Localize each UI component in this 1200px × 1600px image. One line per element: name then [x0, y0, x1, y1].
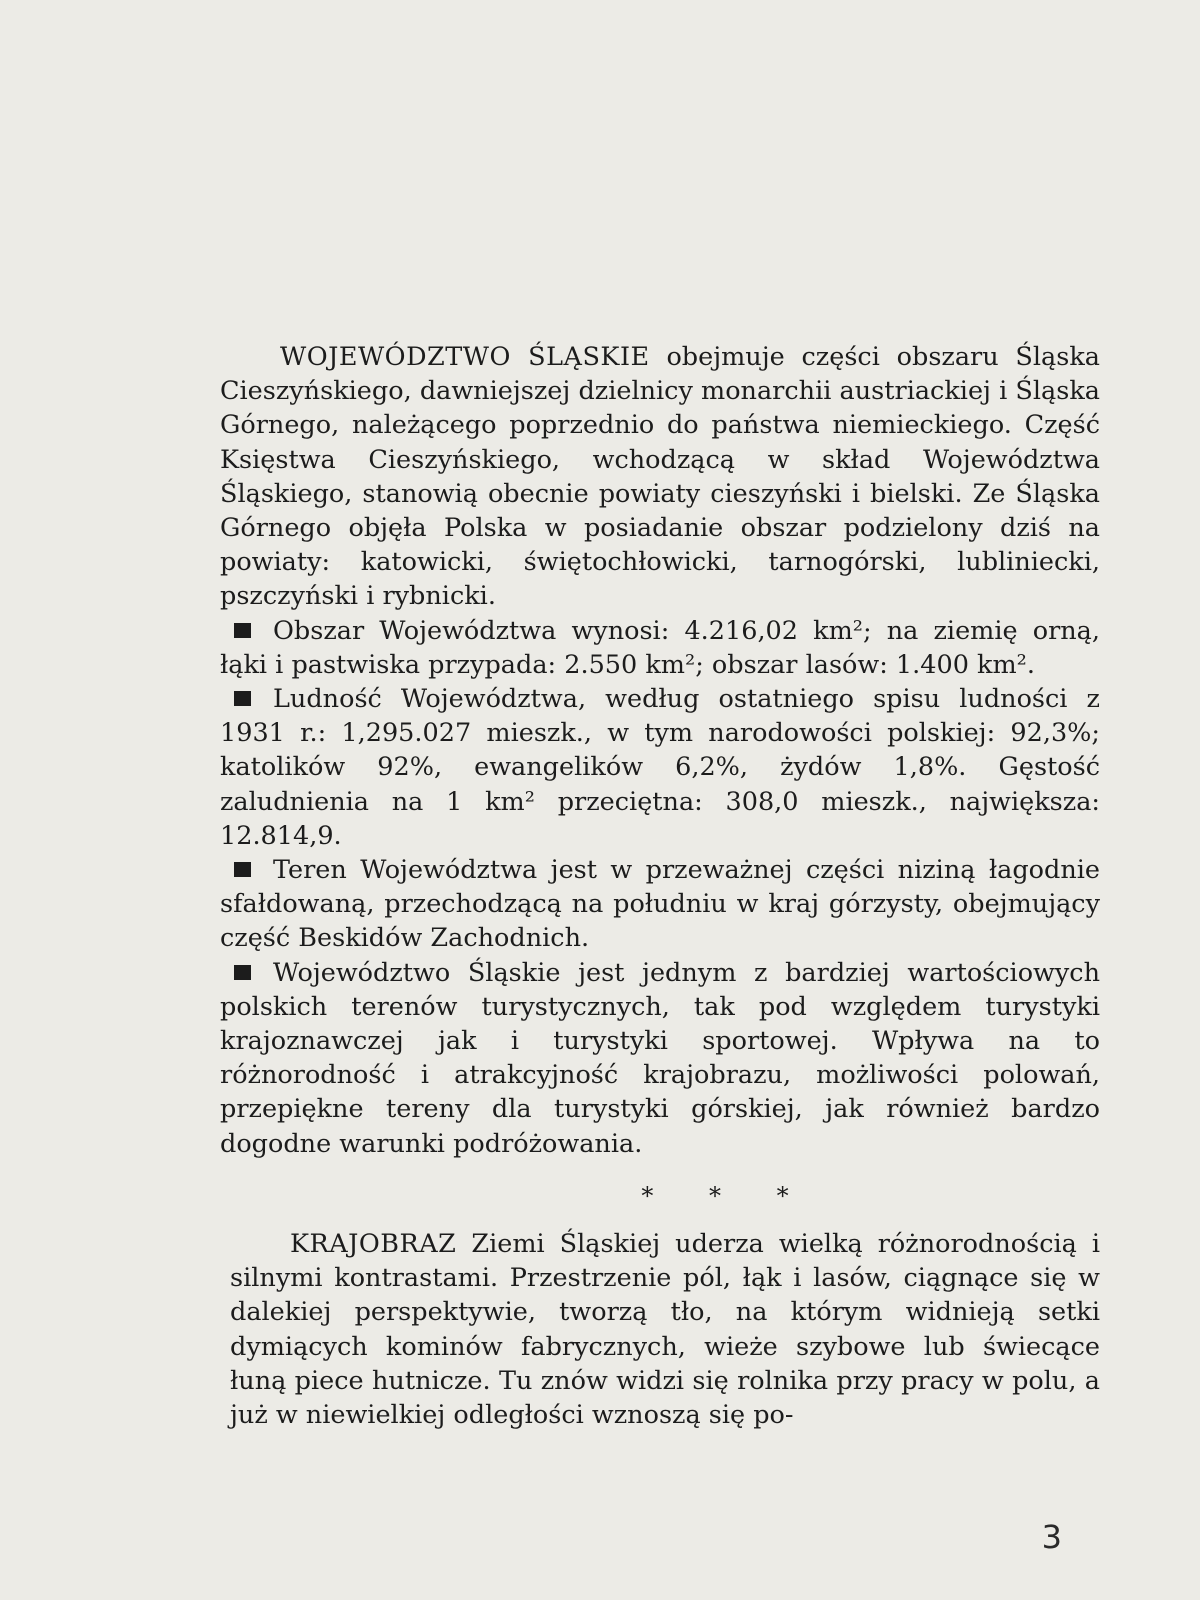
landscape-text: Ziemi Śląskiej uderza wielką różnorodnością i silnymi kontrastami. Przestrzenie pól, łąk i lasów, ciągnące się w dalekiej perspektywie, tworzą tło, na którym widnieją setki dymiących kominów fabrycznych, wieże szybowe lub świecące łuną piece hutnicze. Tu znów widzi się rolnika przy pracy w polu, a już w niewielkiej odległości wznoszą się po-: [230, 1229, 1100, 1431]
intro-lead: WOJEWÓDZTWO ŚLĄSKIE: [280, 342, 650, 372]
paragraph-landscape: [230, 1227, 1100, 1432]
intro-text: obejmuje części obszaru Śląska Cieszyńskiego, dawniejszej dzielnicy monarchii austriackiej i Śląska Górnego, należącego poprzednio do państwa niemieckiego. Część Księstwa Cieszyńskiego, wchodzącą w skład Województwa Śląskiego, stanowią obecnie powiaty cieszyński i bielski. Ze Śląska Górnego objęła Polska w posiadanie obszar podzielony dziś na powiaty: katowicki, świętochłowicki, tarnogórski, lubliniecki, pszczyński i rybnicki.: [220, 342, 1101, 612]
bullet-paragraph-population: [220, 682, 1100, 853]
bullet-text: Ludność Województwa, według ostatniego spisu ludności z 1931 r.: 1,295.027 mieszk., w tym narodowości polskiej: 92,3%; katolików 92%, ewangelików 6,2%, żydów 1,8%. Gęstość zaludnienia na 1 km² przeciętna: 308,0 mieszk., największa: 12.814,9.: [220, 684, 1100, 851]
page-number: 3: [1041, 1518, 1062, 1556]
paragraph-intro: [220, 340, 1100, 614]
separator-stars: * * *: [641, 1181, 789, 1210]
landscape-lead: KRAJOBRAZ: [290, 1229, 457, 1260]
square-bullet-icon: [234, 691, 251, 706]
text-block: [220, 340, 1100, 1432]
bullet-paragraph-terrain: [220, 853, 1100, 956]
bullet-text: Teren Województwa jest w przeważnej części niziną łagodnie sfałdowaną, przechodzącą na południu w kraj górzysty, obejmujący część Beskidów Zachodnich.: [220, 855, 1100, 954]
bullet-paragraph-area: [220, 614, 1100, 682]
square-bullet-icon: [234, 965, 251, 980]
bullet-text: Obszar Województwa wynosi: 4.216,02 km²; na ziemię orną, łąki i pastwiska przypada: 2.550 km²; obszar lasów: 1.400 km².: [220, 615, 1100, 680]
section-separator: [220, 1179, 1100, 1213]
bullet-paragraph-tourism: [220, 956, 1100, 1161]
square-bullet-icon: [234, 623, 251, 638]
square-bullet-icon: [234, 862, 251, 877]
bullet-text: Województwo Śląskie jest jednym z bardziej wartościowych polskich terenów turystycznych, tak pod względem turystyki krajoznawczej jak i turystyki sportowej. Wpływa na to różnorodność i atrakcyjność krajobrazu, możliwości polowań, przepiękne tereny dla turystyki górskiej, jak również bardzo dogodne warunki podróżowania.: [220, 957, 1100, 1159]
